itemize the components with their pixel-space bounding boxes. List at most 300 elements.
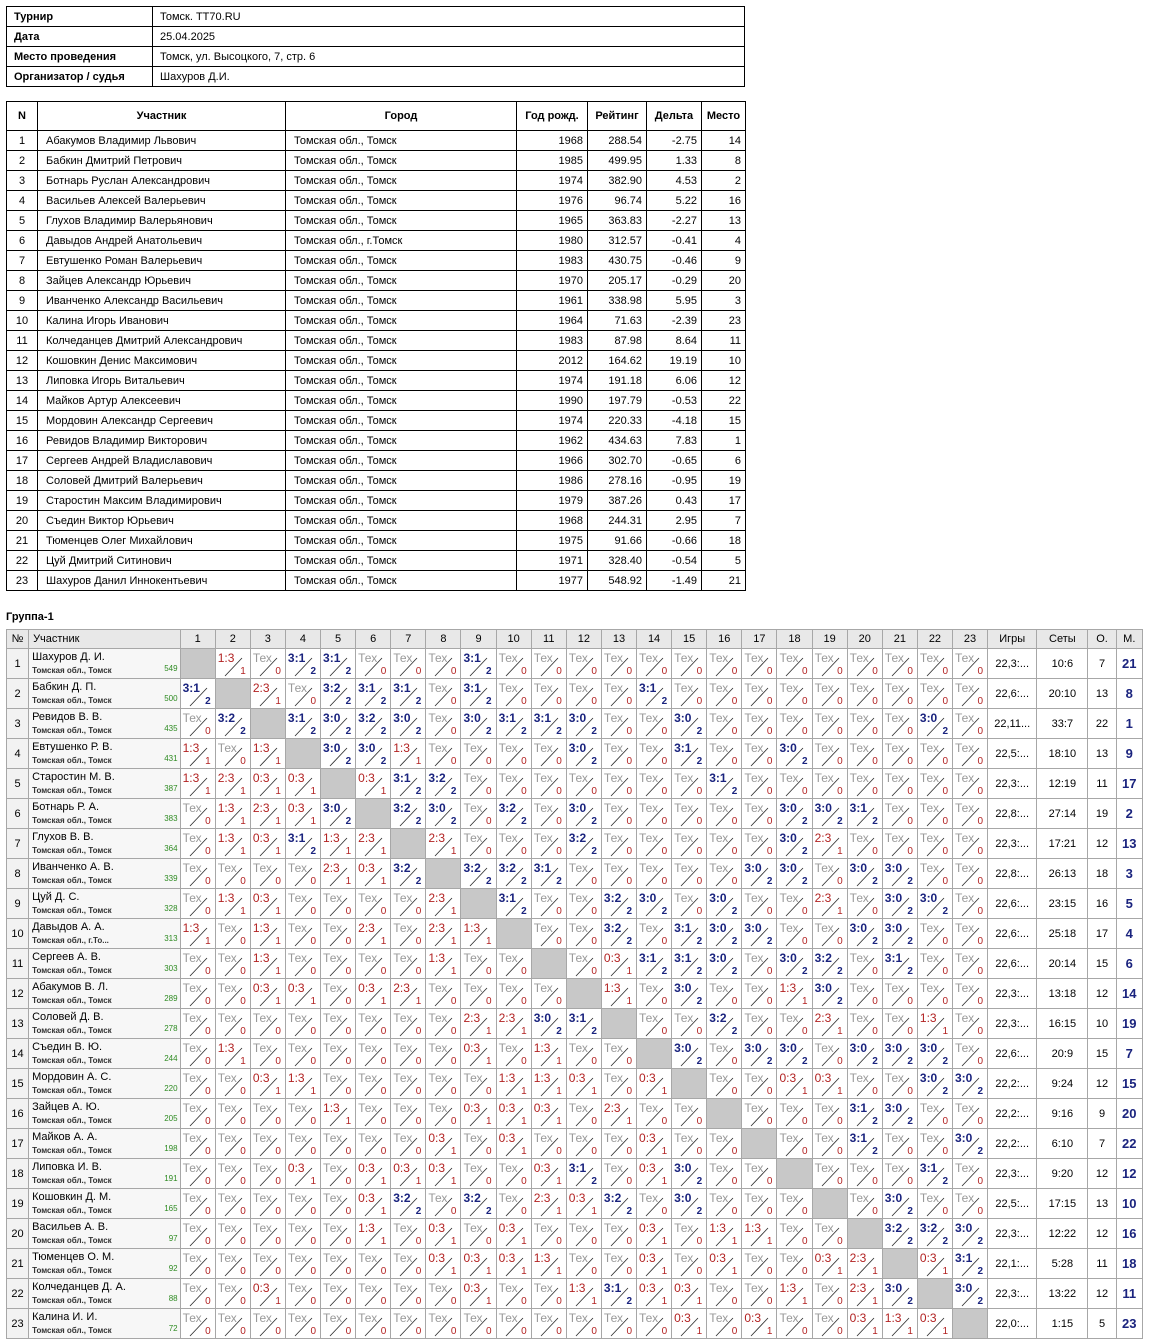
match-cell [882, 679, 917, 709]
player-cell [29, 1129, 181, 1159]
match-cell [707, 1129, 742, 1159]
match-points: 0 [415, 936, 422, 947]
match-cell [461, 1279, 496, 1309]
points-cell: 17 [1088, 919, 1116, 949]
participant-row [7, 271, 746, 291]
match-points: 0 [450, 666, 457, 677]
match-cell [285, 679, 320, 709]
match-cell [426, 889, 461, 919]
match-cell [637, 1249, 672, 1279]
match-score: 0:3 [568, 1191, 586, 1205]
participant-cell: Колчеданцев Дмитрий Александрович [38, 331, 286, 351]
self-cell [777, 1159, 812, 1189]
match-points: 0 [486, 1176, 492, 1187]
match-score: 1:3 [182, 771, 200, 785]
points-cell: 15 [1088, 949, 1116, 979]
match-cell [215, 979, 250, 1009]
match-points: 1 [661, 1176, 668, 1187]
group-row [7, 1129, 1143, 1159]
match-points: 0 [275, 1236, 281, 1247]
participant-cell: 15 [7, 411, 38, 431]
participant-cell: 1979 [517, 491, 588, 511]
match-cell [285, 1279, 320, 1309]
match-cell [566, 859, 601, 889]
match-points: 0 [450, 1296, 457, 1307]
match-cell [180, 1309, 215, 1339]
match-cell [461, 1189, 496, 1219]
player-city: Томская обл., Томск [32, 1116, 112, 1125]
participant-cell: -0.95 [647, 471, 702, 491]
match-score: 3:1 [568, 1161, 587, 1175]
self-cell [285, 739, 320, 769]
match-score: 3:0 [674, 1041, 692, 1055]
match-score: 0:3 [498, 1101, 516, 1115]
sets-cell: 17:15 [1037, 1189, 1088, 1219]
participant-cell: Ревидов Владимир Викторович [38, 431, 286, 451]
match-cell [742, 649, 777, 679]
match-points: 1 [275, 996, 281, 1007]
match-cell [847, 1129, 882, 1159]
match-cell [637, 1279, 672, 1309]
participant-cell: Мордовин Александр Сергеевич [38, 411, 286, 431]
match-cell [285, 1249, 320, 1279]
match-score: Тех [674, 861, 694, 875]
participant-cell: 2012 [517, 351, 588, 371]
match-cell [777, 1039, 812, 1069]
match-score: 3:0 [358, 741, 376, 755]
match-score: 0:3 [287, 801, 305, 815]
match-points: 0 [240, 1326, 246, 1337]
match-points: 2 [310, 726, 317, 737]
match-points: 0 [872, 846, 878, 857]
match-score: 0:3 [252, 771, 270, 785]
match-points: 1 [310, 996, 317, 1007]
match-cell [742, 799, 777, 829]
match-cell [531, 709, 566, 739]
sets-cell: 20:14 [1037, 949, 1088, 979]
match-points: 0 [310, 1296, 317, 1307]
participant-cell: 499.95 [588, 151, 647, 171]
match-cell [461, 859, 496, 889]
match-score: 2:3 [533, 1191, 551, 1205]
match-points: 0 [977, 906, 984, 917]
match-score: Тех [463, 981, 483, 995]
match-cell [215, 1099, 250, 1129]
self-cell [180, 649, 215, 679]
match-score: Тех [639, 1191, 659, 1205]
match-points: 0 [837, 1326, 843, 1337]
points-cell: 7 [1088, 1129, 1116, 1159]
match-points: 2 [415, 726, 422, 737]
match-cell [812, 709, 847, 739]
match-score: Тех [919, 981, 939, 995]
match-points: 0 [521, 696, 527, 707]
match-cell [742, 1189, 777, 1219]
match-points: 2 [486, 876, 492, 887]
match-points: 0 [696, 816, 703, 827]
match-points: 0 [591, 936, 597, 947]
match-score: Тех [533, 891, 553, 905]
player-name: Бабкин Д. П. [32, 681, 97, 693]
match-cell [285, 979, 320, 1009]
match-cell [356, 1039, 391, 1069]
sets-cell: 12:22 [1037, 1219, 1088, 1249]
match-cell [672, 1009, 707, 1039]
match-cell [847, 1189, 882, 1219]
match-score: Тех [849, 831, 869, 845]
match-cell [461, 1219, 496, 1249]
match-score: Тех [779, 1251, 799, 1265]
match-cell [250, 889, 285, 919]
match-score: Тех [217, 1131, 237, 1145]
match-points: 2 [907, 1296, 913, 1307]
player-name: Колчеданцев Д. А. [32, 1281, 126, 1293]
match-cell [496, 679, 531, 709]
match-points: 0 [486, 846, 492, 857]
match-score: Тех [568, 861, 588, 875]
match-score: Тех [779, 1221, 799, 1235]
match-cell [742, 1249, 777, 1279]
match-score: Тех [674, 801, 694, 815]
match-score: 1:3 [217, 651, 235, 665]
participant-cell: 1983 [517, 251, 588, 271]
info-label: Организатор / судья [7, 67, 153, 87]
match-cell [250, 829, 285, 859]
match-points: 1 [345, 876, 352, 887]
match-cell [707, 1069, 742, 1099]
participant-row [7, 291, 746, 311]
match-cell [566, 799, 601, 829]
games-cell: 22,3:... [988, 1279, 1037, 1309]
match-points: 2 [696, 996, 703, 1007]
participant-cell: 1.33 [647, 151, 702, 171]
match-score: 3:0 [744, 861, 762, 875]
match-cell [707, 679, 742, 709]
match-cell [742, 859, 777, 889]
match-score: Тех [603, 1041, 623, 1055]
participant-cell: 16 [702, 191, 746, 211]
match-score: 1:3 [323, 831, 340, 845]
place-cell: 4 [1116, 919, 1142, 949]
match-score: 3:1 [709, 771, 727, 785]
match-score: Тех [884, 711, 904, 725]
match-score: Тех [884, 1011, 904, 1025]
match-cell [180, 1099, 215, 1129]
match-cell [391, 1039, 426, 1069]
match-score: Тех [955, 681, 975, 695]
match-points: 0 [907, 816, 913, 827]
match-cell [917, 979, 952, 1009]
match-cell [672, 859, 707, 889]
player-rating: 549 [164, 664, 178, 673]
match-points: 0 [310, 966, 317, 977]
match-score: Тех [709, 1041, 729, 1055]
match-points: 1 [415, 996, 422, 1007]
match-points: 0 [942, 846, 948, 857]
match-score: Тех [744, 1251, 764, 1265]
participant-cell: Томская обл., Томск [286, 291, 517, 311]
participant-cell: -0.65 [647, 451, 702, 471]
points-cell: 5 [1088, 1309, 1116, 1339]
match-score: 3:1 [639, 951, 657, 965]
match-points: 1 [380, 846, 387, 857]
match-cell [215, 1249, 250, 1279]
match-score: Тех [287, 1251, 307, 1265]
match-score: Тех [779, 651, 799, 665]
match-cell [321, 859, 356, 889]
match-score: Тех [919, 651, 939, 665]
player-rating: 191 [164, 1174, 178, 1183]
player-cell [29, 739, 181, 769]
match-score: Тех [323, 1191, 343, 1205]
match-points: 0 [661, 666, 668, 677]
match-cell [672, 739, 707, 769]
match-cell [180, 1129, 215, 1159]
match-score: Тех [639, 741, 659, 755]
match-score: 3:2 [463, 1191, 481, 1205]
match-points: 0 [766, 996, 773, 1007]
match-score: Тех [919, 921, 939, 935]
row-number: 16 [7, 1099, 29, 1129]
match-score: 3:0 [849, 921, 868, 935]
match-cell [531, 799, 566, 829]
group-row [7, 1249, 1143, 1279]
match-score: Тех [955, 741, 975, 755]
match-points: 1 [275, 696, 281, 707]
grid-header-place: М. [1116, 630, 1142, 649]
match-score: Тех [252, 1191, 272, 1205]
match-points: 0 [837, 696, 843, 707]
match-score: 3:1 [358, 681, 376, 695]
match-cell [496, 859, 531, 889]
match-cell [215, 1189, 250, 1219]
match-cell [356, 1009, 391, 1039]
match-points: 2 [380, 696, 387, 707]
player-rating: 339 [164, 874, 178, 883]
match-points: 0 [696, 1146, 703, 1157]
games-cell: 22,2:... [988, 1069, 1037, 1099]
grid-header-opponent: 20 [847, 630, 882, 649]
match-score: Тех [323, 1311, 343, 1325]
match-points: 0 [380, 1056, 387, 1067]
points-cell: 10 [1088, 1009, 1116, 1039]
match-score: 1:3 [533, 1071, 551, 1085]
match-score: Тех [252, 651, 272, 665]
match-points: 1 [240, 906, 246, 917]
grid-header-opponent: 17 [742, 630, 777, 649]
match-points: 1 [486, 936, 492, 947]
match-score: 3:1 [393, 681, 411, 695]
match-points: 2 [872, 1146, 878, 1157]
player-cell [29, 1009, 181, 1039]
match-cell [917, 1219, 952, 1249]
match-score: Тех [779, 921, 799, 935]
match-score: Тех [744, 1191, 764, 1205]
player-city: Томская обл., Томск [32, 696, 112, 705]
match-points: 0 [310, 1326, 317, 1337]
match-cell [742, 919, 777, 949]
info-value: Томск. TT70.RU [153, 7, 745, 27]
match-score: 2:3 [428, 831, 446, 845]
participant-cell: 0.43 [647, 491, 702, 511]
column-header: Город [286, 102, 517, 131]
match-points: 0 [345, 1206, 352, 1217]
match-points: 0 [240, 936, 246, 947]
match-points: 0 [837, 876, 843, 887]
match-score: Тех [533, 651, 553, 665]
match-cell [742, 709, 777, 739]
match-points: 0 [731, 666, 738, 677]
match-score: 2:3 [814, 831, 832, 845]
match-points: 0 [802, 666, 808, 677]
points-cell: 22 [1088, 709, 1116, 739]
match-score: Тех [849, 981, 869, 995]
match-score: 3:0 [884, 1281, 903, 1295]
participant-row [7, 391, 746, 411]
match-score: Тех [533, 1281, 553, 1295]
match-score: 3:1 [287, 711, 306, 725]
match-score: Тех [849, 1071, 869, 1085]
match-cell [321, 829, 356, 859]
participant-cell: -0.46 [647, 251, 702, 271]
match-score: Тех [779, 1311, 799, 1325]
match-cell [917, 859, 952, 889]
match-cell [601, 1279, 636, 1309]
match-cell [777, 709, 812, 739]
match-points: 0 [205, 1296, 211, 1307]
match-points: 0 [942, 756, 948, 767]
match-score: Тех [182, 831, 202, 845]
match-cell [882, 709, 917, 739]
player-cell [29, 1219, 181, 1249]
participant-cell: 205.17 [588, 271, 647, 291]
match-score: Тех [287, 681, 307, 695]
match-score: Тех [919, 1131, 939, 1145]
match-points: 1 [275, 816, 281, 827]
match-points: 0 [240, 996, 246, 1007]
match-score: 3:2 [393, 1191, 411, 1205]
participant-cell: 7.83 [647, 431, 702, 451]
match-cell [321, 1159, 356, 1189]
match-cell [742, 1039, 777, 1069]
match-cell [637, 679, 672, 709]
match-points: 0 [205, 966, 211, 977]
match-points: 2 [802, 966, 808, 977]
match-score: Тех [884, 651, 904, 665]
match-cell [882, 1159, 917, 1189]
grid-header-opponent: 18 [777, 630, 812, 649]
match-cell [321, 1069, 356, 1099]
player-city: Томская обл., Томск [32, 1296, 112, 1305]
match-points: 0 [205, 1146, 211, 1157]
participant-cell: Съедин Виктор Юрьевич [38, 511, 286, 531]
match-cell [215, 1039, 250, 1069]
match-score: Тех [323, 891, 343, 905]
match-points: 0 [486, 1146, 492, 1157]
match-points: 2 [907, 966, 913, 977]
grid-header-games: Игры [988, 630, 1037, 649]
match-cell [566, 919, 601, 949]
match-score: 1:3 [884, 1311, 902, 1325]
match-score: Тех [393, 1131, 413, 1145]
match-points: 1 [556, 1176, 562, 1187]
match-score: Тех [603, 651, 623, 665]
grid-header-name: Участник [29, 630, 181, 649]
match-cell [321, 799, 356, 829]
match-points: 1 [450, 1266, 457, 1277]
points-cell: 18 [1088, 859, 1116, 889]
match-score: Тех [744, 771, 764, 785]
match-score: Тех [463, 951, 483, 965]
match-score: Тех [182, 711, 202, 725]
match-cell [601, 1309, 636, 1339]
match-score: Тех [287, 951, 307, 965]
match-score: Тех [463, 771, 483, 785]
participant-cell: Томская обл., Томск [286, 491, 517, 511]
participant-cell: Глухов Владимир Валерьянович [38, 211, 286, 231]
match-points: 0 [766, 1086, 773, 1097]
match-points: 0 [731, 1206, 738, 1217]
participant-cell: -4.18 [647, 411, 702, 431]
match-score: 2:3 [393, 981, 410, 995]
match-cell [847, 949, 882, 979]
match-points: 0 [626, 1056, 633, 1067]
match-points: 0 [626, 846, 633, 857]
match-points: 1 [275, 936, 281, 947]
match-score: 3:0 [779, 741, 797, 755]
row-number: 14 [7, 1039, 29, 1069]
match-score: Тех [533, 1311, 553, 1325]
match-score: Тех [182, 1131, 202, 1145]
player-rating: 387 [164, 784, 178, 793]
match-points: 1 [556, 1086, 562, 1097]
match-cell [917, 709, 952, 739]
match-cell [250, 859, 285, 889]
participant-cell: 197.79 [588, 391, 647, 411]
match-cell [637, 979, 672, 1009]
match-points: 2 [802, 846, 808, 857]
match-points: 0 [766, 726, 773, 737]
match-points: 1 [380, 936, 387, 947]
match-score: Тех [849, 741, 869, 755]
player-city: Томская обл., Томск [32, 1326, 112, 1335]
match-cell [250, 919, 285, 949]
match-cell [742, 829, 777, 859]
match-score: Тех [428, 1311, 448, 1325]
match-score: Тех [955, 771, 975, 785]
place-cell: 10 [1116, 1189, 1142, 1219]
player-name: Соловей Д. В. [32, 1011, 104, 1023]
match-points: 0 [837, 1296, 843, 1307]
match-score: Тех [358, 1311, 378, 1325]
match-score: Тех [323, 981, 343, 995]
match-points: 2 [415, 816, 422, 827]
match-cell [882, 739, 917, 769]
place-cell: 13 [1116, 829, 1142, 859]
match-score: Тех [323, 1221, 343, 1235]
participant-cell: 1961 [517, 291, 588, 311]
match-points: 1 [591, 1296, 597, 1307]
player-rating: 303 [164, 964, 178, 973]
info-label: Турнир [7, 7, 153, 27]
match-score: Тех [674, 651, 694, 665]
match-points: 2 [591, 756, 597, 767]
group-row [7, 1279, 1143, 1309]
self-cell [742, 1129, 777, 1159]
participant-cell: 1974 [517, 171, 588, 191]
sets-cell: 20:10 [1037, 679, 1088, 709]
self-cell [566, 979, 601, 1009]
